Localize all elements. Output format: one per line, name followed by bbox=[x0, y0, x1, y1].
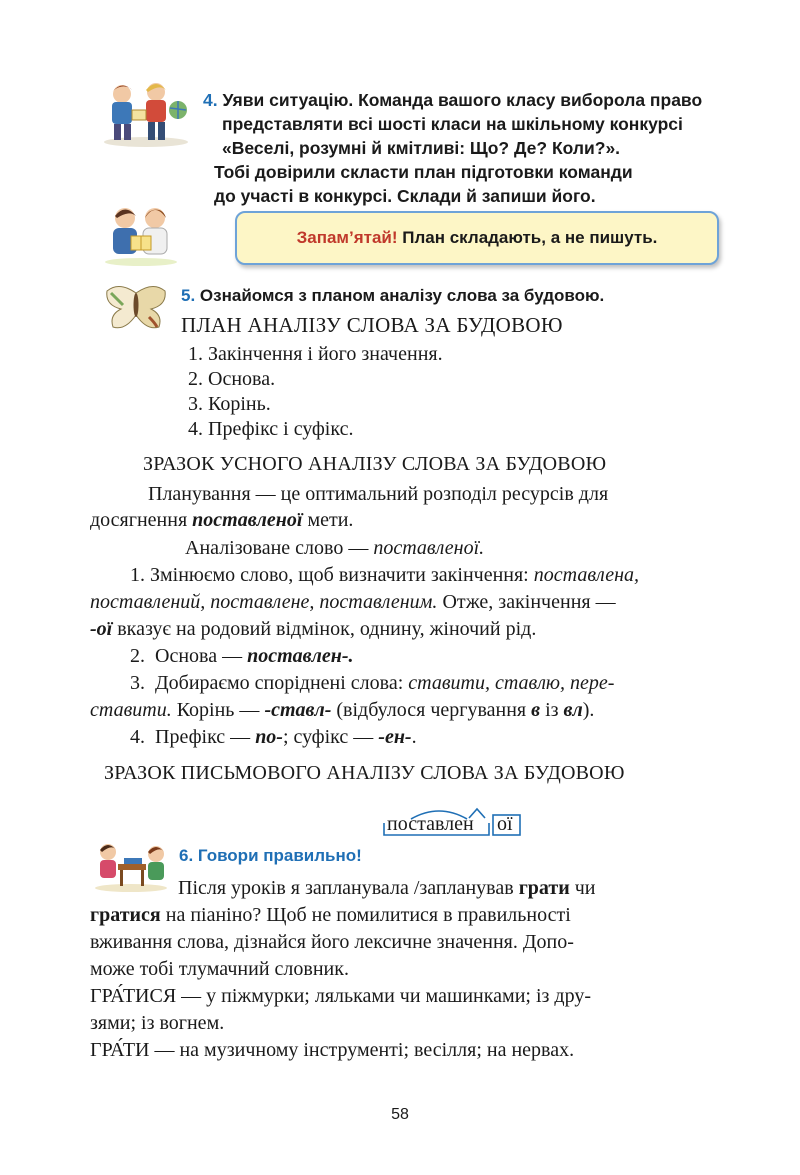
task6-line4: може тобі тлумачний словник. bbox=[90, 958, 349, 980]
oral-step-1-cont2: -ої вказує на родовий відмінок, однину, жіночий рід. bbox=[90, 618, 537, 640]
task4-number: 4. bbox=[203, 90, 218, 110]
kids-illustration-1 bbox=[100, 80, 192, 148]
oral-step-3-cont: ставити. Корінь — -ставл- (відбулося чергування в із вл). bbox=[90, 699, 595, 721]
task4-line4: Тобі довірили скласти план підготовки команди bbox=[214, 162, 633, 182]
task6-line1: Після уроків я запланувала /запланував грати чи bbox=[178, 877, 596, 899]
oral-step-1: 1. Змінюємо слово, щоб визначити закінчення: поставлена, bbox=[130, 564, 640, 586]
task6-def-gratysia: ГРА́ТИСЯ — у піжмурки; ляльками чи машинками; із дру- bbox=[90, 985, 591, 1007]
plan-title: ПЛАН АНАЛІЗУ СЛОВА ЗА БУДОВОЮ bbox=[181, 313, 563, 337]
task6-line2: гратися на піаніно? Щоб не помилитися в правильності bbox=[90, 904, 571, 926]
plan-item: 4. Префікс і суфікс. bbox=[188, 418, 354, 440]
task4-line2: представляти всі шості класи на шкільному конкурсі bbox=[222, 114, 683, 134]
task5-line bbox=[181, 284, 604, 308]
task5-number: 5. bbox=[181, 286, 196, 305]
oral-step-2: 2. Основа — поставлен-. bbox=[130, 645, 354, 667]
task4-line1 bbox=[203, 88, 702, 112]
task6-line3: вживання слова, дізнайся його лексичне значення. Допо- bbox=[90, 931, 574, 953]
written-analysis-title: ЗРАЗОК ПИСЬМОВОГО АНАЛІЗУ СЛОВА ЗА БУДОВОЮ bbox=[104, 762, 625, 784]
remember-box bbox=[235, 211, 719, 265]
plan-item: 3. Корінь. bbox=[188, 393, 271, 415]
analyzed-word: поставленої bbox=[192, 509, 303, 531]
word-ending: ої bbox=[497, 813, 513, 835]
remember-text: План складають, а не пишуть. bbox=[397, 228, 658, 247]
page-number: 58 bbox=[391, 1106, 409, 1123]
oral-sentence-1: Планування — це оптимальний розподіл ресурсів для bbox=[148, 483, 609, 505]
task5-text: Ознайомся з планом аналізу слова за будовою. bbox=[199, 286, 605, 305]
task4-line5: до участі в конкурсі. Склади й запиши його. bbox=[214, 186, 596, 206]
oral-sentence-1b: досягнення поставленої мети. bbox=[90, 509, 354, 531]
oral-step-4: 4. Префікс — по-; суфікс — -ен-. bbox=[130, 726, 417, 748]
remember-label: Запам’ятай! bbox=[296, 228, 398, 247]
task6-heading: 6. Говори правильно! bbox=[179, 846, 362, 865]
task4-text-1: Уяви ситуацію. Команда вашого класу виборола право bbox=[222, 90, 703, 110]
oral-analysis-title: ЗРАЗОК УСНОГО АНАЛІЗУ СЛОВА ЗА БУДОВОЮ bbox=[143, 453, 607, 475]
kids-desk-illustration bbox=[92, 840, 170, 892]
word-structure-scheme bbox=[381, 805, 526, 845]
kids-reading-illustration bbox=[103, 204, 179, 266]
plan-item: 1. Закінчення і його значення. bbox=[188, 343, 443, 365]
oral-step-3: 3. Добираємо споріднені слова: ставити, ставлю, пере- bbox=[130, 672, 615, 694]
task6-def-graty: ГРА́ТИ — на музичному інструменті; весілля; на нервах. bbox=[90, 1039, 575, 1061]
analyzed-word-line: Аналізоване слово — поставленої. bbox=[185, 537, 485, 559]
task4-line3: «Веселі, розумні й кмітливі: Що? Де? Коли?». bbox=[222, 138, 621, 158]
word-stem: поставлен bbox=[387, 813, 474, 835]
task6-def-gratysia-cont: зями; із вогнем. bbox=[90, 1012, 225, 1034]
oral-step-1-cont: поставлений, поставлене, поставленим. Отже, закінчення — bbox=[90, 591, 616, 613]
butterfly-illustration bbox=[103, 283, 169, 333]
plan-item: 2. Основа. bbox=[188, 368, 276, 390]
